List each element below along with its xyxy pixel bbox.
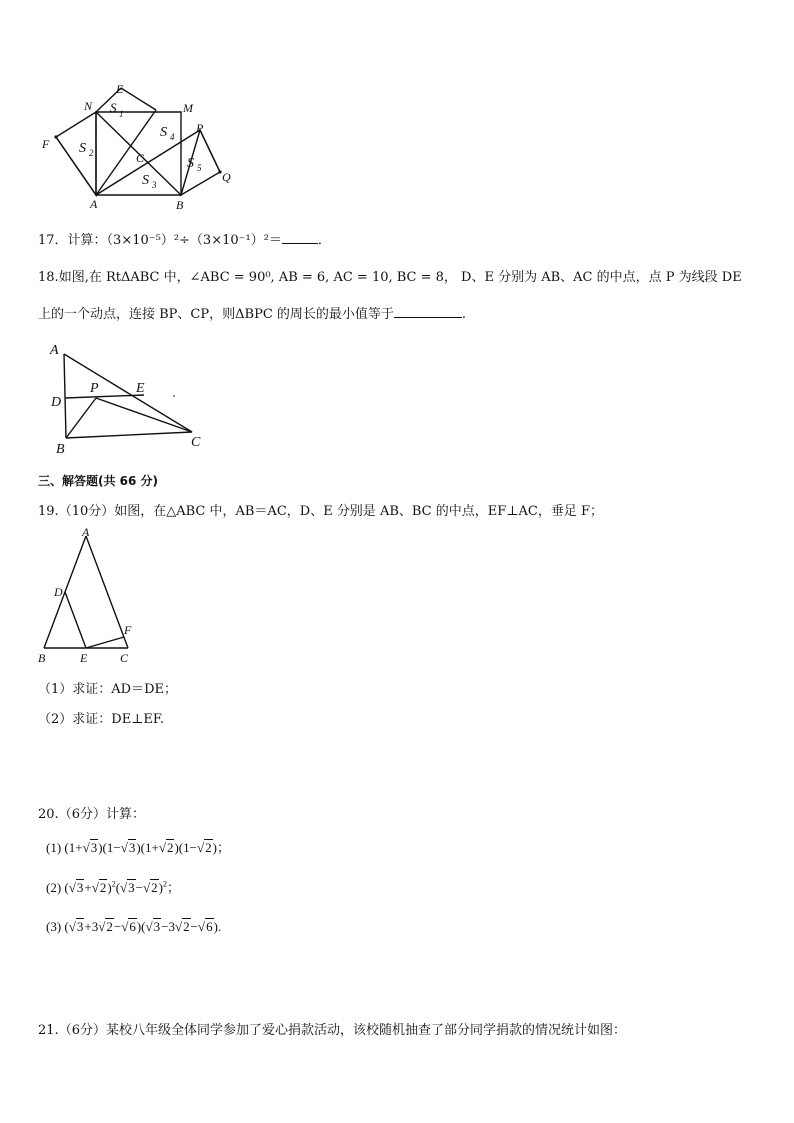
- question-18-line-1: [38, 266, 742, 285]
- figure-isosceles-triangle: [34, 526, 144, 666]
- label-S1: S: [110, 100, 117, 115]
- question-19: [38, 500, 603, 519]
- question-20-part-2: (2) $(√3+√2)^2(√3-√2)^2$；: [46, 879, 180, 895]
- question-21: [38, 1019, 626, 1038]
- label-Q: Q: [222, 170, 231, 184]
- label-S1-sub: 1: [119, 109, 124, 119]
- part-end: ；: [216, 840, 230, 855]
- question-17-number: 17．: [38, 233, 68, 248]
- label-S3-sub: 3: [152, 180, 157, 190]
- label-C: C: [136, 151, 145, 165]
- label-A: A: [50, 343, 59, 358]
- label-B: B: [176, 198, 184, 212]
- question-18-end: .: [461, 307, 467, 322]
- part-end: .: [217, 919, 222, 934]
- part-label: (1): [46, 840, 62, 855]
- label-C: C: [191, 435, 201, 450]
- label-A: A: [90, 197, 98, 211]
- figure-squares: [36, 82, 246, 214]
- label-S5: S: [187, 156, 194, 171]
- question-19-number: 19.: [38, 504, 59, 519]
- label-P: P: [196, 121, 204, 135]
- label-B: B: [56, 442, 65, 457]
- question-19-part-1: （1）求证：AD＝DE；: [38, 682, 177, 697]
- part-label: (2): [46, 880, 62, 895]
- question-21-number: 21.: [38, 1023, 59, 1038]
- label-S4-sub: 4: [170, 132, 175, 142]
- label-E: E: [116, 82, 124, 96]
- question-18-text: 如图,在 RtΔABC 中，∠ABC = 90⁰, AB = 6, AC = 10, BC = 8， D、E 分别为 AB、AC 的中点，点 P 为线段 DE: [58, 270, 742, 285]
- label-S5-sub: 5: [197, 163, 202, 173]
- label-F: F: [42, 137, 50, 151]
- question-17-end: ．: [317, 233, 331, 248]
- figure-triangle-abc-pde: [46, 340, 216, 458]
- part-label: (3): [46, 919, 62, 934]
- question-20-part-1: (1) (1+√3)(1−√3)(1+√2)(1−√2)；: [46, 840, 230, 855]
- question-19-text: （10分）如图，在△ABC 中，AB＝AC，D、E 分别是 AB、BC 的中点，EF⊥AC，垂足 F；: [58, 504, 603, 519]
- question-19-part-2: （2）求证：DE⊥EF.: [38, 712, 165, 727]
- answer-blank[interactable]: [394, 317, 462, 318]
- label-C: C: [120, 651, 129, 665]
- question-20-number: 20.: [38, 807, 59, 822]
- label-D: D: [51, 395, 62, 410]
- question-20: [38, 803, 145, 822]
- label-N: N: [84, 99, 93, 113]
- question-17: [38, 229, 331, 248]
- question-17-text: 计算：（3×10⁻⁵）²÷（3×10⁻¹）²＝: [67, 233, 282, 248]
- label-M: M: [183, 101, 193, 115]
- label-D: D: [54, 585, 63, 599]
- label-P: P: [90, 381, 99, 396]
- question-21-text: （6分）某校八年级全体同学参加了爱心捐款活动，该校随机抽查了部分同学捐款的情况统计如图：: [58, 1023, 626, 1038]
- label-E: E: [80, 651, 88, 665]
- label-S4: S: [160, 125, 167, 140]
- label-S2: S: [79, 141, 86, 156]
- label-F: F: [124, 623, 132, 637]
- question-18-line-2: [38, 303, 466, 322]
- question-20-text: （6分）计算：: [58, 807, 145, 822]
- answer-blank[interactable]: [282, 243, 318, 244]
- label-B: B: [38, 651, 46, 665]
- label-S3: S: [142, 173, 149, 188]
- part-end: ；: [166, 880, 180, 895]
- label-S2-sub: 2: [89, 148, 94, 158]
- question-18-text-2: 上的一个动点，连接 BP、CP，则ΔBPC 的周长的最小值等于: [38, 307, 394, 322]
- label-E: E: [136, 381, 145, 396]
- section-heading: 三、解答题(共 66 分): [38, 474, 159, 488]
- question-18-number: 18.: [38, 270, 59, 285]
- question-20-part-3: (3) (√3+3√2−√6)(√3−3√2−√6).: [46, 919, 222, 934]
- label-A: A: [82, 526, 90, 539]
